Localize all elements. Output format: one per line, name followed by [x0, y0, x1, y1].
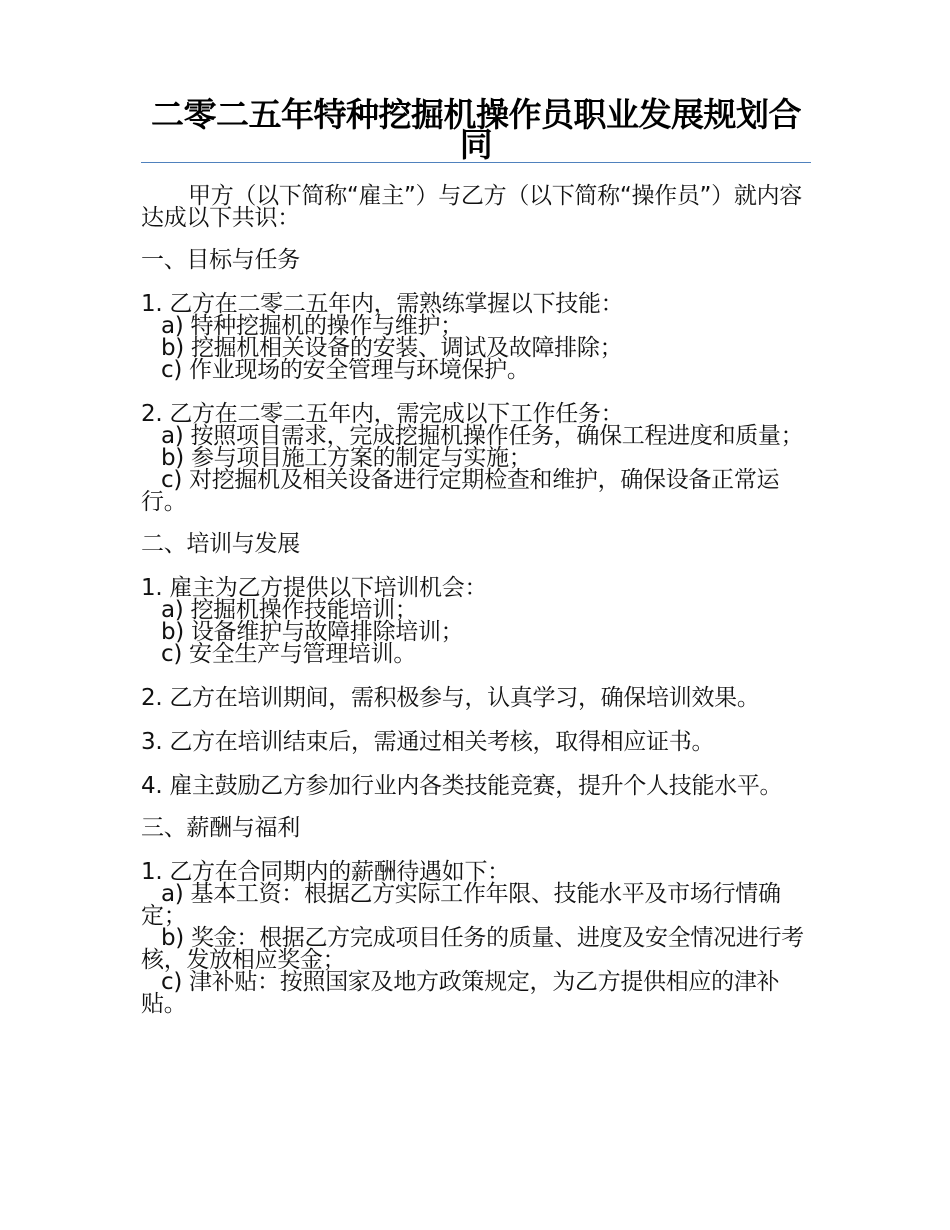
- clause-1-2: [141, 403, 811, 513]
- clause-2-3: 3. 乙方在培训结束后，需通过相关考核，取得相应证书。: [141, 729, 715, 755]
- document-page: [141, 0, 811, 1015]
- sub-item: c) 对挖掘机及相关设备进行定期检查和维护，确保设备正常运行。: [141, 467, 780, 515]
- sub-item: a) 特种挖掘机的操作与维护；: [161, 313, 463, 339]
- section-heading-compensation: 三、薪酬与福利: [141, 815, 300, 841]
- clause-text: 1. 乙方在二零二五年内，需熟练掌握以下技能：: [141, 291, 624, 317]
- clause-3-1: [141, 861, 811, 1015]
- clause-text: 1. 乙方在合同期内的薪酬待遇如下：: [141, 859, 510, 885]
- sub-item: a) 按照项目需求，完成挖掘机操作任务，确保工程进度和质量；: [161, 423, 804, 449]
- sub-item: c) 作业现场的安全管理与环境保护。: [161, 357, 530, 383]
- clause-2-2: 2. 乙方在培训期间，需积极参与，认真学习，确保培训效果。: [141, 685, 760, 711]
- sub-item: b) 参与项目施工方案的制定与实施；: [161, 445, 532, 471]
- intro-paragraph: 甲方（以下简称“雇主”）与乙方（以下简称“操作员”）就内容达成以下共识：: [141, 183, 802, 231]
- sub-item: b) 挖掘机相关设备的安装、调试及故障排除；: [161, 335, 623, 361]
- sub-item: c) 津补贴：按照国家及地方政策规定，为乙方提供相应的津补贴。: [141, 969, 780, 1017]
- section-heading-training: 二、培训与发展: [141, 531, 300, 557]
- document-title: 二零二五年特种挖掘机操作员职业发展规划合同: [151, 95, 801, 164]
- sub-item: b) 设备维护与故障排除培训；: [161, 619, 464, 645]
- sub-item: a) 基本工资：根据乙方实际工作年限、技能水平及市场行情确定；: [141, 881, 781, 929]
- clause-2-4: 4. 雇主鼓励乙方参加行业内各类技能竞赛，提升个人技能水平。: [141, 773, 783, 799]
- clause-text: 2. 乙方在二零二五年内，需完成以下工作任务：: [141, 401, 624, 427]
- clause-text: 1. 雇主为乙方提供以下培训机会：: [141, 575, 488, 601]
- sub-item: b) 奖金：根据乙方完成项目任务的质量、进度及安全情况进行考核，发放相应奖金；: [141, 925, 804, 973]
- sub-item: c) 安全生产与管理培训。: [161, 641, 417, 667]
- clause-1-1: [141, 293, 811, 381]
- sub-item: a) 挖掘机操作技能培训；: [161, 597, 418, 623]
- section-heading-goals: 一、目标与任务: [141, 247, 300, 273]
- clause-2-1: [141, 577, 811, 665]
